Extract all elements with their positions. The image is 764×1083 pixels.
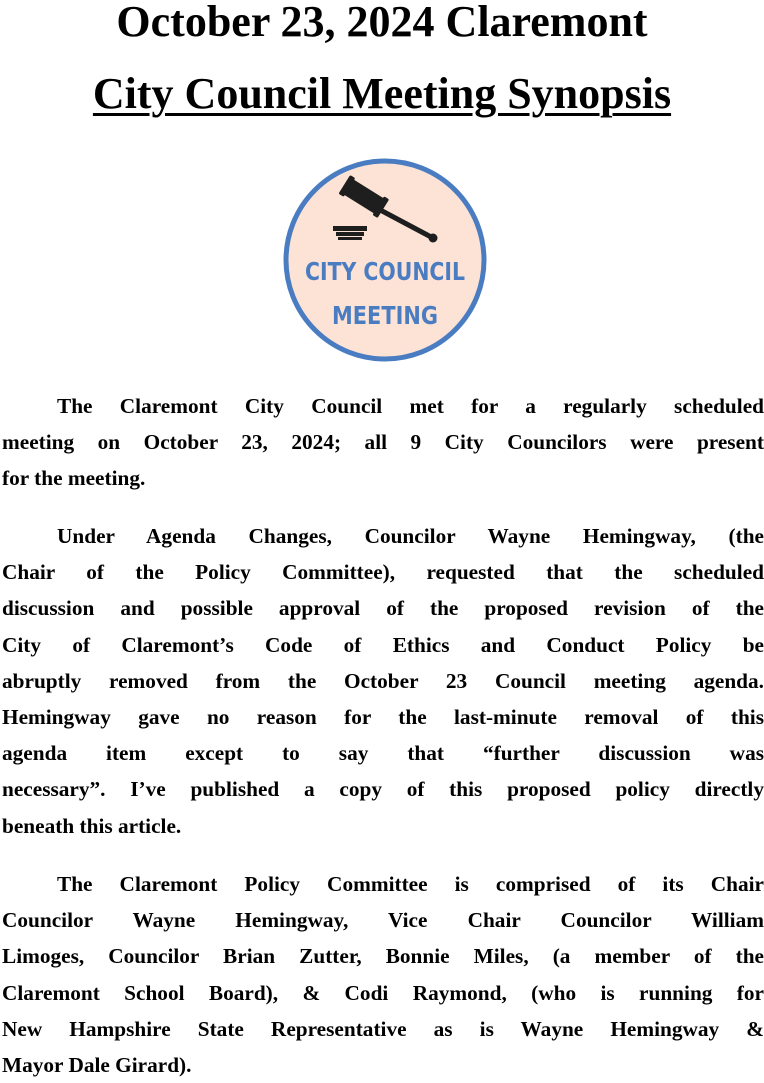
logo-text-line-2: MEETING [332, 301, 438, 330]
paragraph-line: The Claremont Policy Committee is comprised of its Chair [57, 872, 764, 896]
paragraph-line: Councilor Wayne Hemingway, Vice Chair Councilor William [2, 908, 764, 933]
city-council-meeting-logo [283, 158, 487, 362]
paragraph-line: Claremont School Board), & Codi Raymond, (who is running for [2, 980, 764, 1005]
page-title: October 23, 2024 Claremont [116, 0, 648, 46]
logo-text-line-1: CITY COUNCIL [305, 257, 466, 286]
paragraph-line: abruptly removed from the October 23 Council meeting agenda. [2, 668, 764, 693]
paragraph-line: meeting on October 23, 2024; all 9 City Councilors were present [2, 430, 764, 455]
paragraph-line: Limoges, Councilor Brian Zutter, Bonnie Miles, (a member of the [2, 944, 764, 969]
paragraph-meeting-attendance [2, 388, 764, 497]
paragraph-line: New Hampshire State Representative as is Wayne Hemingway & [2, 1016, 764, 1041]
paragraph-line: Hemingway gave no reason for the last-minute removal of this [2, 705, 764, 730]
paragraph-line: Mayor Dale Girard). [2, 1053, 192, 1078]
paragraph-line: Under Agenda Changes, Councilor Wayne Hemingway, (the [57, 524, 764, 548]
paragraph-line: Chair of the Policy Committee), requested that the scheduled [2, 560, 764, 585]
paragraph-line: City of Claremont’s Code of Ethics and Conduct Policy be [2, 632, 764, 657]
paragraph-line: for the meeting. [2, 466, 146, 491]
paragraph-line: agenda item except to say that “further discussion was [2, 741, 764, 766]
page-subtitle: City Council Meeting Synopsis [92, 69, 672, 118]
paragraph-line: The Claremont City Council met for a regularly scheduled [57, 394, 764, 418]
paragraph-agenda-changes [2, 518, 764, 844]
paragraph-policy-committee [2, 866, 764, 1083]
paragraph-line: necessary”. I’ve published a copy of this proposed policy directly [2, 777, 764, 802]
paragraph-line: discussion and possible approval of the proposed revision of the [2, 596, 764, 621]
paragraph-line: beneath this article. [2, 813, 182, 838]
